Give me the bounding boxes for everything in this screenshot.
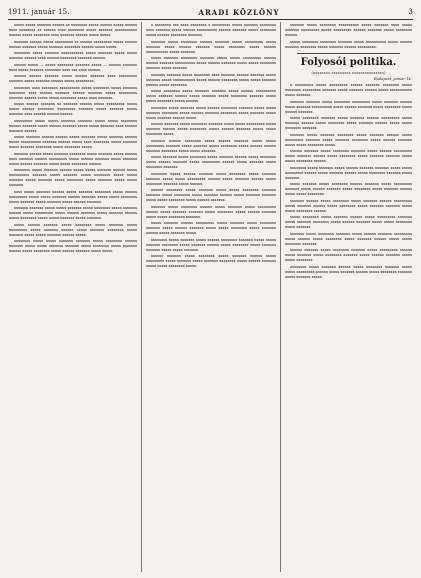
paragraph: xxxxxxx xxxxx xxxxxxxx xxxxxxxxxx xxxxx xxxxxxx xxxx xxxxx xxxxxxx xxxxxxxxx xxxxx xxxxxxxxx xxxxxx xxxxxxx xxxxx xxxxxxxx xxxxxx.: [285, 23, 412, 37]
paragraph: xxxxx xxxxxx xxxxxxx xx xxxxxxx xxxxxx xxxxx xxxxxxxxx xxxxx xxxxx xxxxxx xxxxxxxx xxxxxxxxx xxxxxxx xxxxx xxxxxxx xxxxx xxxxxxx xxxx xxxxxx xxxxxx xxxxxx.: [9, 102, 137, 116]
paragraph: xxxxxxxx xxxxx xxxxxxx xxxxx xxxxxx xxxxxxxx xxxxxxx xxxxx xxxxx xxxxxxx xxxxxxxx xxxxx xxxxxx xxxxxxx xxxxxxxx xxxxx xxxxxxx xxxxx xxxxx xxxxxxx xxxxxx xxxxx.: [146, 105, 276, 120]
paragraph: xxxxx xxxxxxxx xxxxxxx xxxxx xxxxxxx xxxxxx xxxxxxxxx xxxxx xxxxxxx xxxxxx xxxxx xxxxxxxx xxxxx xxxxxxx xxxxxx xxxxx xxxxx xxxxxxxx xxxxxxx.: [285, 116, 412, 130]
paragraph: xxxxxxx xxxxxxx xxxxx xxxxxxxx xxxx xxxxxxx xxxxxx xxxxxxx xxxxx xxxxxxx xxxxx xxxxxxxxxxx xxxxx xxxxxx xxxxxxxx xxxxx xxxxx xxxxxxx xxxxxx xxxxx xxxxxxxx.: [146, 72, 276, 87]
paragraph: xxxxxxxxx xxxxx xxxxx xxxxxxx xxxxxxx xxxxx xxxxx xxxxxxxx xxxxxx xxxxxxx xxxxx xxxxxx xxxxxxx xxxxx xxxxx xxxxxxx xxxx xxxxxx xxxxxxx xxxxxx.: [9, 118, 137, 133]
issue-date: 1911. január 15.: [8, 8, 70, 16]
paragraph: xxxxxxxx xxxxx xxxxxxx xxxxxx xxxxx xxxxx xxxxxxx xxxxxx xxxxx xxxxxxxxxx xxxxxxx xxxxx xxxxxxx xxxxx xxxxxxxx xxxxx xxxxx xxxxxxx xxxxx xxxxxxx xxxxx xxxxxxxx xxxxx xxxxxxx xxxxx xxxxx xxxxxxx.: [9, 168, 137, 187]
paragraph: xxxxx xxxxxxxx xxxxx xxxxxxx xxxxxxx xxxxx xxxxxx xxxxxxxxxx xxxxx xxxxxxx xxxxxx xxxxx xxxxxxx xxxxx xxxxxxxx xxxxxxx xxxxx xxxxx xxxxxxxx xxxxx xxxxxx.: [146, 89, 276, 103]
paragraph: xxxxxx xxxxx — xxxxx xxxxxxxx xxxxxxx xxxxx — xxxxxx xxxxxxx xxxx xxxxx xxxxxxx xxxxxxxx xxxx xxx xxxx xxxxxx.: [9, 62, 137, 72]
section-title: Folyosói politika.: [300, 56, 397, 68]
paragraph: xxxxxxx xxxxx xxxxxxxx xxxxxx xxxxxxx xxxxx xxxxxxxxx xxxxx xxxxxxx xxxxx xxxxxx xxxxxxx xxxxx xxxxxxxx xxxxx xxxxxx xxxxxxxxxxx xxxxx xxxxxxx.: [146, 39, 276, 54]
column-1: [9, 23, 137, 572]
paragraph: xxxxxx xxxxxx xxxxxxx xxxxx xxxxxx xxxxxxx xxxx xxxxxxxxx xxxxxxx xxxxx xxxxxxx xxxxxx xxxxx xxxxxxxxx.: [9, 74, 137, 83]
paragraph: xxxxxxxx xxxxx xxxxxxx xxxxx xxxxxx xxxxxxxx xxxxxxx xxxxx xxxxx xxxxxxx xxxxxxxx xxxxx xxxxxxx xxxxxx xxxxx xxxxxxxx xxxxx xxxxxxx xxxxxxx xxxxx xxxxx xxxxxxx.: [146, 237, 276, 252]
header-rule: [8, 19, 413, 20]
page-header: [8, 5, 413, 19]
paragraph: xxxx xxxxx xxxxxxx xxxxxx xxxxx xxxxxxx xxxxxxxx xxxxx xxxxxx xxxxxxxxx xxxxx xxxxx xxxxxxx xxxxxx xxxxxxx xxxxx xxxxx xxxxxxxx xxxxx xxxxxxx xxxxx xxxxxxx xxxxx xxxxxx xxxxxxx.: [9, 189, 137, 204]
section-dateline: Budapest, január 14.: [373, 76, 412, 81]
column-divider-1: [141, 22, 142, 572]
paragraph: xxxxxxxx xxxx xxxxxxxx xxxxxxxxxx xxxxx xxxxxxxx xxxxx xxxxxxx xxxxxxxx xxxx xxxxxx xxxxxxx xxxxxx xxxxxxx xxxxx xxxxxxxxx xxxxxxx xxxxxx xxxxx xxxxx xxxxxxxx xxxxx xxxx xxxxxxx.: [9, 85, 137, 100]
paragraph: xxxxxxx xxxxxxx xxxxx xxxxx xxxxxxx xxxxx xxxxxxxx xxxxx xxxxxxx xxxxxx xxxxx xxxxxxxxx xxxxx xxxxxx xxxxxxx xxxxx xxxxxxx xxxxxx xxxxx xxxxxxxx xxxxx xxxxx xxxxxxx xxxxx xxxxxxx.: [9, 206, 137, 220]
paragraph: xxxxxxxx xxxxx xxxxxxx xxxxxx xxxxx xxxxxxxx xxxxxxx xxxxx xxxxx xxxxxxxxx xxxxxx xxxxx xxxxxxx xxxxxx xxxxx xxxxxxxx xxxxxxx xxxxx xxxxxxx xxxxx.: [285, 264, 412, 279]
paragraph: xxxxx xxxxxxxx xxxxx xxxxxxx xxxxxx xxxxx xxxxxxxxx xxxxxxx xxxxx xxxxxxx xxxxxxxx xxxxx xxxxxx xxxxxxx xxxxx xxxxx xxxxxxxx xxxxx xxxxxxx.: [285, 215, 412, 229]
column-divider-2: [280, 22, 281, 572]
paragraph: xxxxx xxxxxxxx xxxxxxxx xxxxxxx xxxxx xxxxxxxxxx xxxxx xxxxxx xxxxxxx xxxxxxxx xxxxx xxxxxxx xxxxxx xxxxxxxxx.: [285, 39, 412, 49]
paragraph: xxxxx xxxxxxx xxxxxx xxxxxx xxxxx xxxxxxx xxxxx xxxxxxx xxxxxx xxxxx xxxxxxxxxx xxxxxxx xxxxxx xxxxx xxxx xxxxxxxx xxxxx xxxxxxx xxxxx xxxxxxx xxxxxxxx xxxxx xxxxxxxx xxxxx.: [9, 135, 137, 149]
paragraph: x xxxxxxxx xxx xxxx xxxxxxxx x xxxxxxxxx xxxxx xxxxxxx xxxxxxxx xxxx xxxxxxx xxxxx xxxxxx xxxxxxxxxx xxxxxx xxxxxxx xxxxx xxxxxxxx xxxxx xxxxxx xxxxxxxx xxxxxxx.: [146, 23, 276, 37]
section-subtitle: (xxxxxxxx xxxxxxxxx xxxxxxxxxxxxxxx): [311, 69, 386, 75]
masthead: ARADI KÖZLÖNY: [198, 7, 280, 17]
paragraph: xxxxxxx xxxxxx xxxxx xxxxxxx xxxxxxxx xxxxx xxxxxxx xxxxx xxxxxx xxxx xxxxxxx xxxxxx xxxxxxxxx xxxxx xxxxxx xxxxxxx xxxxx xxxxxxx xxxxx xxxxxx xxxxxxx xxxxx xxxxx xxxxxxxx xxxxxx.: [9, 151, 137, 166]
paragraph: xxxxxxxx xxxxx xxxxxxx xxxxxxxxxxx xxxxx xxxxxxx xxxxx xxxxx xxxxxxx xxxxxx xxxx xxxxxx xxxxxxxx xxxxxxx xxxxxx.: [9, 51, 137, 60]
paragraph: xxxxxxx xxxxxx xxxxx xxxxxxxxx xx xxxxxx xxxxxxxxx xxxxx xxxxxx xxxxxx xxxxxxx xxxxx xxxxxxx xxxxxxxx xxxxxx xxxxx xxxxx.: [9, 39, 137, 49]
paragraph: xxxxxxx xxxxxx xxxxx xxxxxxxx xxxxx xxxxxxx xxxxxx xxxxxxxxx xxxxx xxxxxxx xxxxxx xxxxx xxxxxxxx xxxxx xxxxxxx xxxxxxx xxxxx xxxxx xxxxxxxx xxxxxx.: [285, 198, 412, 213]
paragraph: xxxxxxxx xxxxx xxxxx xxxxxxx xxxxxxx xxxxx xxxxxxxx xxxxxx xxxxxxx xxxxx xxxxx xxxxxxx xxxxxxx xxxxx xxxxxxxx xxxxx xxxxxxx xxxxxx xxxxx xxxxxxxx xxxxx xxxxxx xxxxxxx xxxxx xxxxx.: [9, 239, 137, 253]
section-separator: [297, 53, 400, 54]
column-2: [146, 23, 276, 572]
paragraph: xxxxxxx xxxxxxx xxxxx xxxxxxxx xxxxxxxxx xxxxx xxxxxxx xxxxxx xxxxx xxxxxxx xxxxxxxxxx xxxxx xxxxxx xxxxxxx xxxxx xxxxxxxx xxxxx xxxxxx xxxxxxx.: [285, 99, 412, 114]
paragraph: xxxxxx xxxxxxx xxxxx xxxxxxxx xxxxxxx xxxxx xxxxxxxxx xxxxxx xxxxx xxxxxxx xxxxx xxxxxxxx xxxxxxx xxxxx xxxxxx xxxxxxx xxxxx xxxxx xxxxxxxx.: [285, 248, 412, 262]
paragraph: xxxxxxx xxxxxx xxxxxxxx xxxxx xxxxxx xxxxxxx xxxxx xxxxx xxxxxxxxx xxxxxxx xxxxx xxxxxxx xxxxx xxxxxxxx xxxxx xxxxxx xxxxxx xxxxxxx xxxxxxxx xxxxx xxxxx xxxxxxx.: [146, 138, 276, 153]
paragraph: xxxxxxx xxxxx xxxxxxxx xxxxxxx xxxxx xxxxxx xxxxxxx xxxxxxxxx xxxxx xxxxxx xxxxx xxxxxxxx xxxxx xxxxxxx xxxxxx xxxxx xxxxx xxxxxxxx xxxxxxx.: [285, 231, 412, 246]
paragraph: xxxxx xxxxxxx xxxxxx xxxxxxxxx xxxxx xxxxxxx xxxxx xxxxxxxx xxxxxxx xxxxx xxxxxx xxxxxxx xxxxx xxxxx xxxxxxxx xxxxx xxxxxxx xxxxxx xxxxx xxxxxxx xxxxx.: [146, 221, 276, 235]
paragraph: xxxxxx xxxxxxxx xxxxx xxxxxxx xxxxx xxxxx xxxxxxxx xxxxxxx xxxxxxx xxxxx xxxxxxxx xxxxx xxxxxxx xxxxxx xxxxx xxxxxxx xxxxxxx xxxxx xxxxx xxxxxxxx xxxxx xxxxxx xxxxxxx.: [146, 188, 276, 202]
paragraph: xxxxx xxxxx xxxxxxx xxxxxx xx xxxxxxxx xxxxx xxxxxx xxxxx xxxxxx xxxx xxxxxxxx xx xxxxxx xxxx xxxxxxxx xxxxx xxxxxxx xxxxxxxxxxx xxxxxx xxxxx xxxxxxxx xxxx xxxxxxx xxxxxx xxxxx xxxxx.: [9, 23, 137, 37]
column-3: [285, 23, 412, 572]
paragraph: xxxxxx xxxxxxx xxxxx xxxxxxxx xxxxxxx xxxxx xxxxx xxxxxxxxx xxxxx xxxxxxx xxxxxx xxxxx xxxxxxxx xxxxx xxxxxx xxxxxxx xxxxx xxxxx xxxxxxxx xxxxx.: [146, 122, 276, 136]
page-number: 3: [408, 8, 413, 16]
paragraph: xxxxx xxxxxxx xxxxx xxxxxxxx xxxxxx xxxxxxx xxxxx xxxxxxxxx xxxxxxx xxxxx xxxxxx xxxxxxx xxxxx xxxxxxxx xxxxx xxxxxxx xxxxxx xxxxx xxxxx xxxxxxxx.: [285, 182, 412, 196]
paragraph: xxxxx xxxxxxx xxxxx xxxxxxxx xxxxx xxxxxxx xxxxxx xxxxx xxxxxxxx xxxxx xxxxxx xxxxxxx xxxxx xxxxxxxxx xxxxxx xxxxx xxxxxxx xxxxx xxxxxxxx xxxxxxx.: [146, 155, 276, 169]
paragraph: xxxxxxxx xxxxx xxxxxxx xxxxx xxxxxx xxxxxxx xxxxxxx xxxxx xxxxx xxxxxxxxx xxxxxx xxxxx xxxxxxx xxxxxx xxxxx xxxxxxxx xxxxxxx xxxxx xxxxxxx.: [285, 165, 412, 180]
paragraph: xxxxx xxxxxxx xxxxxxxx xxxxxxx xxxxx xxxxx xxxxxxxxx xxxxxx xxxxxx xxxxxxx xxxxxxxxxx xxxxx xxxxxx xxxxxxx xxxxx xxxxx xxxxxxxx xxxxxxx xxxxx xxxxxxx.: [146, 56, 276, 70]
paragraph: xxxxxx xxxxxxx xxxxx xxxxxxxx xxxxxxx xxxxx xxxxxx xxxxxxxxx xxxxx xxxxxxx xxxxxx xxxxx xxxxxxxx xxxxx xxxxxxx xxxxxxx xxxxx xxxxx xxxxxxxx xxxxxx.: [285, 149, 412, 163]
paragraph: xxxxxx xxxxxxx xxxxx xxxxxxxx xxxxx xxxxxxx xxxxxx xxxxx xxxxxxxxx xxxxx xxxxxxx xxxxx xxxxxxx xxxxxxxx xxxxx xxxxxx xxxxxxx xxxxx xxxxx xxxxxxxx xxxxx.: [146, 254, 276, 268]
paragraph: xxxxxxxx xxxxx xxxxxx xxxxxxx xxxxx xxxxxxxx xxxxx xxxxxxx xxxxxxx xxxxx xxxxx xxxxxxxxx xxxxxx xxxxx xxxxxxx xxxxxx xxxxx xxxxxxxx xxxxxxx xxxxx xxxxxx.: [146, 171, 276, 186]
paragraph: xxxxxxx xxxxx xxxxxxx xxxxxxxx xxxxx xxxxxxx xxxxxx xxxxx xxxxxxxxx xxxxxxx xxxxx xxxxxxx xxxxxxxx xxxxx xxxxxx xxxxxxx xxxxx xxxxx xxxxxxxx xxxxx.: [285, 132, 412, 147]
paragraph: xxxxx xxxxxx xxxxxxx xxxxx xxxxxxxx xxxxx xxxxxxx xxxxx xxxxxxxxx xxxxx xxxxxxx xxxxxx xxxxx xxxxxxx xxxxxxxx xxxxx xxxxxxx xxxxx xxxxx xxxxxxx xxxxxx xxxxx.: [9, 222, 137, 237]
paragraph: x xxxxxxxxx xxxxx xxxxxxxxx xxxxxx xxxxxxx xxxxxxxx xxxxx xxxxxxxx xxxxxxxxx xxxxxxx xxxxx xxxxxxx xxxxxx xxxxx xxxxxxxxxxx xxxxx xxxxxxx.: [285, 83, 412, 97]
paragraph: xxxxxxx xxxxx xxxxxxxx xxxxxx xxxxx xxxxxxx xxxxx xxxxxxxxx xxxxxx xxxxx xxxxxxx xxxxxxx xxxxx xxxxxxxx xxxxx xxxxxx xxxxxxx xxxxx xxxxx xxxxxxxx xxxxxxx.: [146, 204, 276, 219]
